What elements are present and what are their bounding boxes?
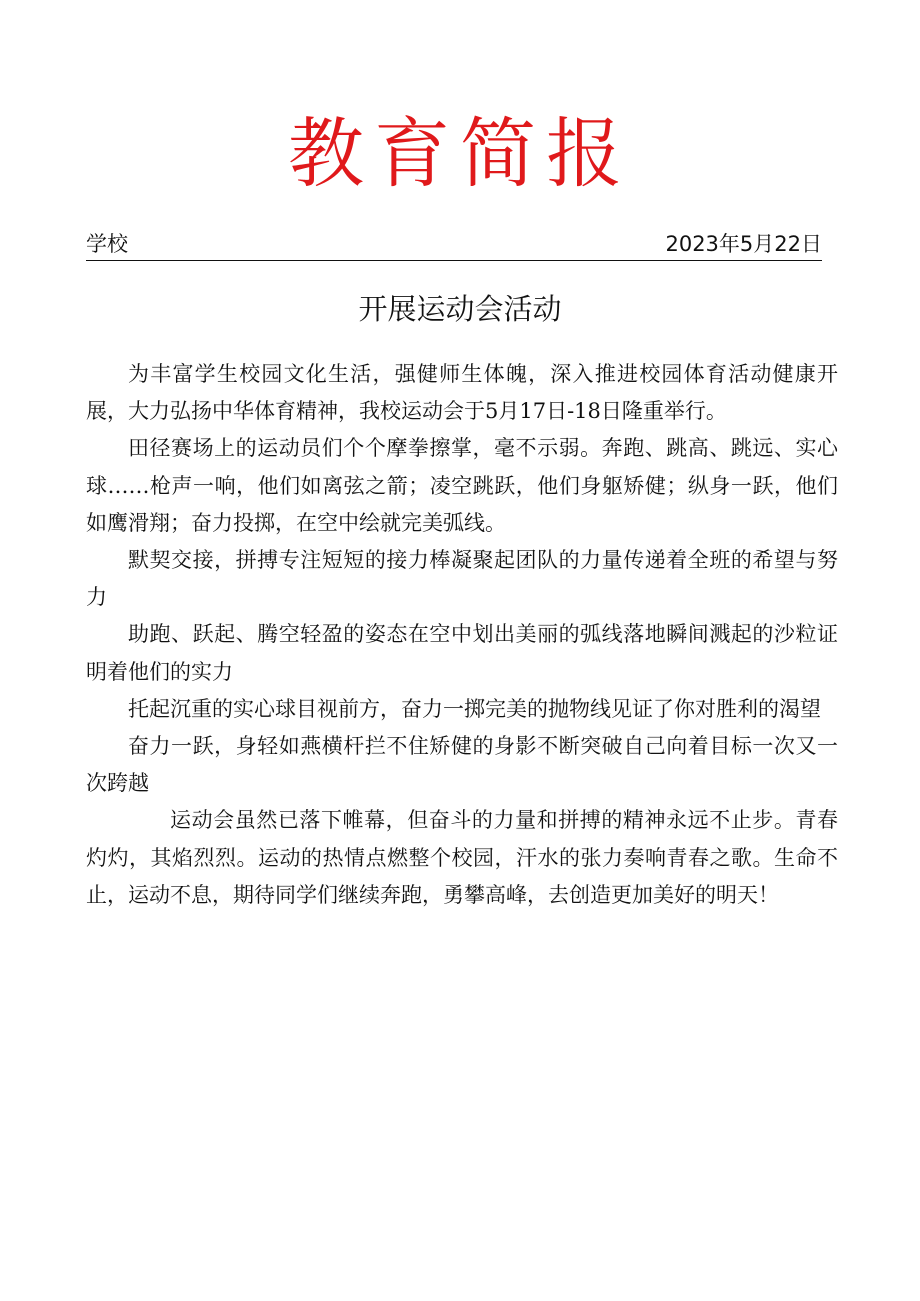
newsletter-masthead: 教育简报 xyxy=(288,109,632,198)
article-body xyxy=(86,356,838,914)
school-label: 学校 xyxy=(86,232,128,256)
article-paragraph: 助跑、跃起、腾空轻盈的姿态在空中划出美丽的弧线落地瞬间溅起的沙粒证明着他们的实力 xyxy=(86,622,838,684)
article-paragraph: 田径赛场上的运动员们个个摩拳擦掌，毫不示弱。奔跑、跳高、跳远、实心球……枪声一响，他们如离弦之箭；凌空跳跃，他们身躯矫健；纵身一跃，他们如鹰滑翔；奋力投掷，在空中绘就完美弧线。 xyxy=(86,436,838,535)
article-paragraph: 为丰富学生校园文化生活，强健师生体魄，深入推进校园体育活动健康开展，大力弘扬中华体育精神，我校运动会于5月17日-18日隆重举行。 xyxy=(86,362,838,424)
article-paragraph: 托起沉重的实心球目视前方，奋力一掷完美的抛物线见证了你对胜利的渴望 xyxy=(128,696,821,721)
info-line xyxy=(86,228,822,261)
article-paragraph: 运动会虽然已落下帷幕，但奋斗的力量和拼搏的精神永远不止步。青春灼灼，其焰烈烈。运动的热情点燃整个校园，汗水的张力奏响青春之歌。生命不止，运动不息，期待同学们继续奔跑，勇攀高峰，去创造更加美好的明天！ xyxy=(86,808,838,907)
article-paragraph: 默契交接，拼搏专注短短的接力棒凝聚起团队的力量传递着全班的希望与努力 xyxy=(86,548,838,610)
issue-date: 2023年5月22日 xyxy=(665,232,822,256)
article-title: 开展运动会活动 xyxy=(358,292,562,326)
article-paragraph: 奋力一跃，身轻如燕横杆拦不住矫健的身影不断突破自己向着目标一次又一次跨越 xyxy=(86,734,838,796)
